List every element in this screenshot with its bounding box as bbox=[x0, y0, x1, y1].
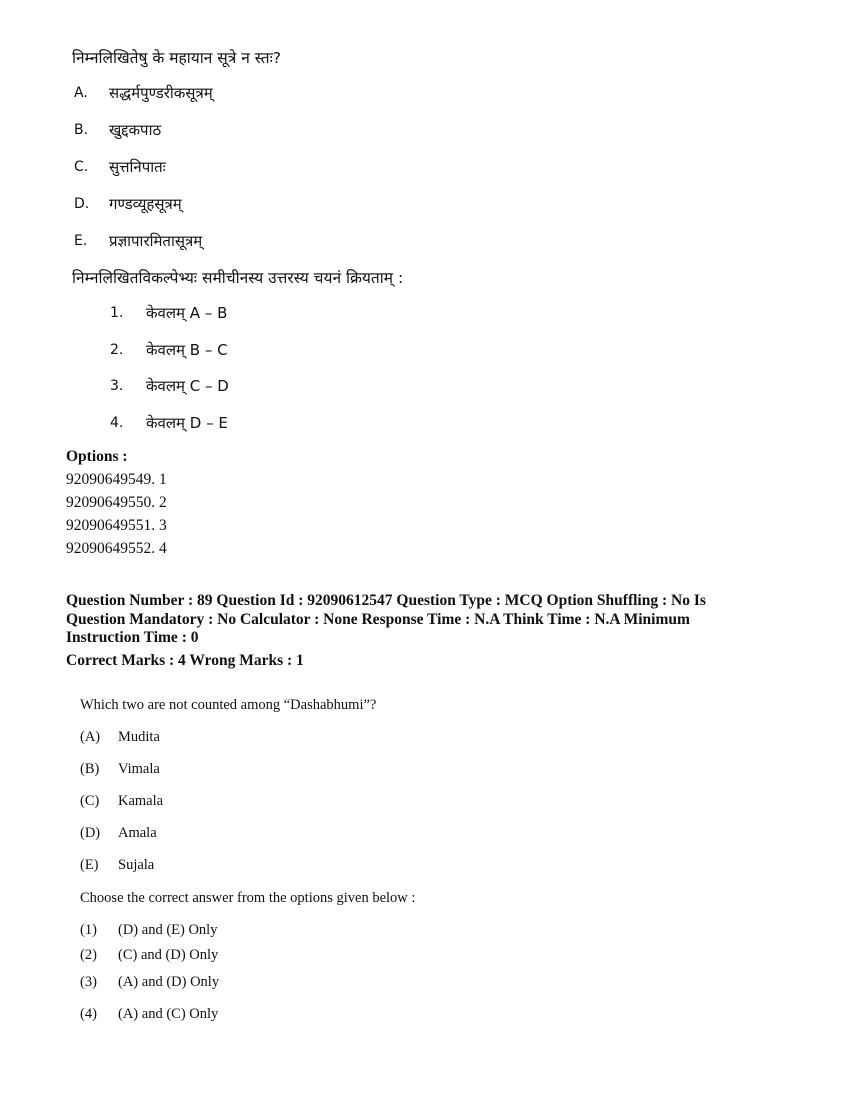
q88-choice-number: 2. bbox=[110, 342, 124, 358]
q88-item-label: B. bbox=[74, 122, 89, 138]
q89-item-text: Kamala bbox=[118, 793, 164, 809]
q88-choice-number: 3. bbox=[110, 378, 124, 394]
q88-choice-number: 1. bbox=[110, 305, 124, 321]
q88-item-text: सद्धर्मपुण्डरीकसूत्रम् bbox=[109, 84, 213, 102]
q89-choice-text: (A) and (C) Only bbox=[118, 1006, 219, 1022]
q89-choice-number: (3) bbox=[80, 974, 97, 990]
q88-choice-text: केवलम् B – C bbox=[146, 341, 228, 359]
q88-item-text: प्रज्ञापारमितासूत्रम् bbox=[109, 232, 203, 250]
q89-instruction: Choose the correct answer from the options given below : bbox=[80, 890, 416, 906]
q88-item-text: खुद्दकपाठ bbox=[109, 121, 162, 139]
q89-item-text: Sujala bbox=[118, 857, 155, 873]
q89-item-label: (A) bbox=[80, 729, 101, 745]
q88-item-label: D. bbox=[74, 196, 90, 212]
option-id-line: 92090649550. 2 bbox=[66, 494, 167, 511]
q89-choice-number: (1) bbox=[80, 922, 97, 938]
q89-choice-text: (D) and (E) Only bbox=[118, 922, 218, 938]
q89-choice-text: (A) and (D) Only bbox=[118, 974, 220, 990]
q89-choice-number: (4) bbox=[80, 1006, 97, 1022]
q89-question: Which two are not counted among “Dashabhumi”? bbox=[80, 697, 377, 713]
option-id-line: 92090649552. 4 bbox=[66, 540, 167, 557]
q89-item-text: Vimala bbox=[118, 761, 160, 777]
q88-question: निम्नलिखितेषु के महायान सूत्रे न स्तः? bbox=[72, 49, 281, 67]
q88-choice-text: केवलम् C – D bbox=[146, 377, 229, 395]
q89-item-label: (E) bbox=[80, 857, 99, 873]
q89-choice-number: (2) bbox=[80, 947, 97, 963]
q89-item-text: Mudita bbox=[118, 729, 160, 745]
q88-choice-text: केवलम् A – B bbox=[146, 304, 228, 322]
q88-instruction: निम्नलिखितविकल्पेभ्यः समीचीनस्य उत्तरस्य चयनं क्रियताम् : bbox=[72, 269, 404, 287]
q88-item-label: A. bbox=[74, 85, 88, 101]
q89-choice-text: (C) and (D) Only bbox=[118, 947, 219, 963]
options-heading: Options : bbox=[66, 448, 128, 465]
question-meta-line: Instruction Time : 0 bbox=[66, 629, 199, 646]
q88-item-text: गण्डव्यूहसूत्रम् bbox=[109, 195, 182, 213]
q89-item-label: (D) bbox=[80, 825, 101, 841]
q89-item-label: (C) bbox=[80, 793, 100, 809]
q88-choice-number: 4. bbox=[110, 415, 124, 431]
question-meta-line: Question Number : 89 Question Id : 92090612547 Question Type : MCQ Option Shuffling : No Is bbox=[66, 592, 706, 609]
q89-item-label: (B) bbox=[80, 761, 100, 777]
question-meta-line: Question Mandatory : No Calculator : None Response Time : N.A Think Time : N.A Minimum bbox=[66, 611, 690, 628]
q88-item-text: सुत्तनिपातः bbox=[109, 158, 166, 176]
q88-choice-text: केवलम् D – E bbox=[146, 414, 228, 432]
q88-item-label: E. bbox=[74, 233, 88, 249]
q89-item-text: Amala bbox=[118, 825, 157, 841]
option-id-line: 92090649549. 1 bbox=[66, 471, 167, 488]
option-id-line: 92090649551. 3 bbox=[66, 517, 167, 534]
q88-item-label: C. bbox=[74, 159, 89, 175]
marks-line: Correct Marks : 4 Wrong Marks : 1 bbox=[66, 652, 304, 669]
